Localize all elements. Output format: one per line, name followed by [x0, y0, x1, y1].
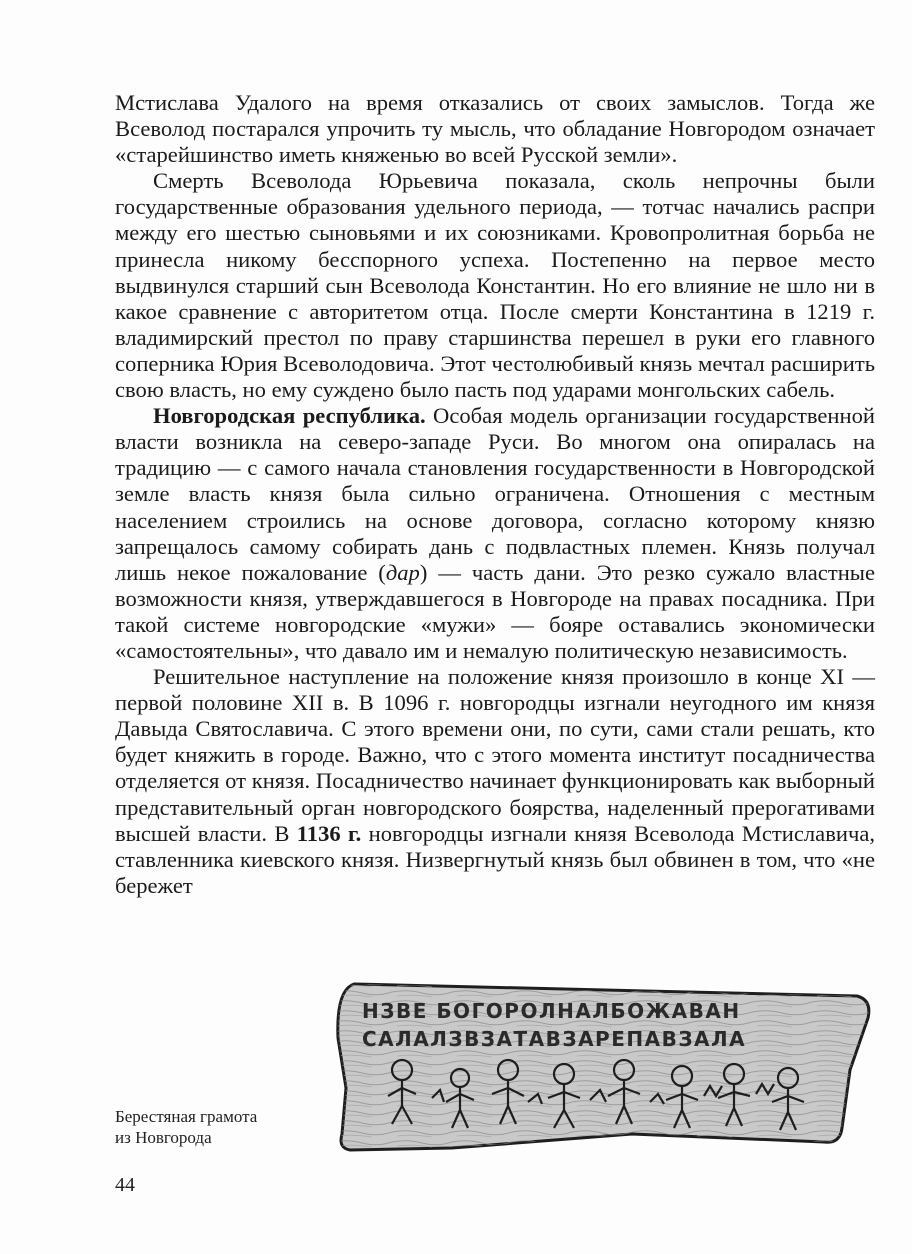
bark-inscription-line-1: НЗВЕ БОГОРОЛНАЛБОЖАВАН [362, 999, 741, 1023]
section-heading: Новгородская республика. [153, 403, 426, 429]
paragraph-2: Смерть Всеволода Юрьевича показала, сколь непрочны были государственные образования удельного периода, — тотчас начались распри между его шестью сыновьями и их союзниками. Кровопролитная борьба не принесла никому бесспорного успеха. Постепенно на первое место выдвинулся старший сын Всеволода Константин. Но его влияние не шло ни в какое сравнение с авторитетом отца. После смерти Константина в 1219 г. владимирский престол по праву старшинства перешел в руки его главного соперника Юрия Всеволодовича. Этот честолюбивый князь мечтал расширить свою власть, но ему суждено было пасть под ударами монгольских сабель. [115, 168, 875, 403]
body-text [115, 90, 875, 899]
paragraph-1: Мстислава Удалого на время отказались от своих замыслов. Тогда же Всеволод постарался упрочить ту мысль, что обладание Новгородом означает «старейшинство иметь княженью во всей Русской земли». [115, 90, 875, 168]
birchbark-drawing [332, 978, 882, 1154]
caption-line-2: из Новгорода [115, 1128, 212, 1147]
page-number: 44 [115, 1174, 135, 1196]
paragraph-3-part-2: ) — часть дани. Это резко сужало властные возможности князя, утверждавшегося в Новгороде на правах посадника. При такой системе новгородские «мужи» — бояре оставались экономически «самостоятельны», что давало им и немалую политическую независимость. [115, 559, 875, 663]
paragraph-4-part-2: новгородцы изгнали князя Всеволода Мстиславича, ставленника киевского князя. Низвергнутый князь был обвинен в том, что «не бережет [115, 820, 875, 898]
bold-date: 1136 г. [296, 820, 362, 846]
paragraph-3 [115, 403, 875, 664]
figure-caption [115, 1106, 325, 1148]
paragraph-4-part-1: Решительное наступление на положение князя произошло в конце XI — первой половине XII в. В 1096 г. новгородцы изгнали неугодного им князя Давыда Святославича. С этого времени они, по сути, сами стали решать, кто будет княжить в городе. Важно, что с этого момента институт посадничества отделяется от князя. Посадничество начинает функционировать как выборный представительный орган новгородского боярства, наделенный прерогативами высшей власти. В [115, 664, 875, 846]
paragraph-3-part-1: Особая модель организации государственной власти возникла на северо-западе Руси. Во многом она опиралась на традицию — с самого начала становления государственности в Новгородской земле власть князя была сильно ограничена. Отношения с местным населением строились на основе договора, согласно которому князю запрещалось самому собирать дань с подвластных племен. Князь получал лишь некое пожалование ( [115, 403, 875, 585]
italic-term: дар [385, 559, 420, 585]
bark-inscription-line-2: САЛАЛЗВЗАТАВЗАРЕПАВЗАЛА [362, 1027, 747, 1051]
paragraph-4 [115, 664, 875, 899]
birchbark-illustration [332, 978, 882, 1154]
caption-line-1: Берестяная грамота [115, 1107, 258, 1126]
